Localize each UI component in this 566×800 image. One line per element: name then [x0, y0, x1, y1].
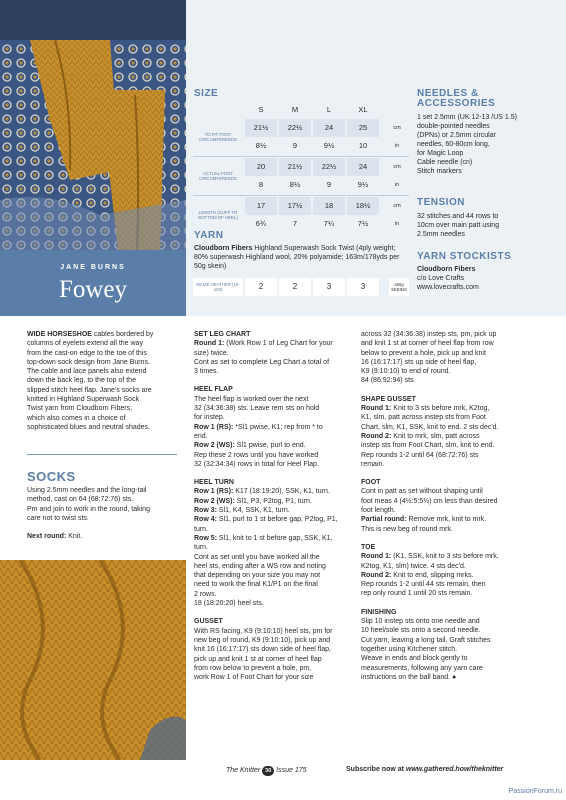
sock-illustration — [0, 0, 186, 250]
instruction-line: instep sts from Foot Chart, slm, knit to end. — [361, 442, 495, 450]
page-number: 30 — [262, 766, 274, 776]
next-round-text: Knit. — [66, 533, 83, 541]
instruction-text: Sl1 pwise, purl to end. — [234, 442, 306, 450]
instruction-line — [194, 534, 342, 543]
footer-magazine — [226, 766, 307, 776]
issue-number: Issue 175 — [276, 767, 307, 774]
size-col-m: M — [291, 105, 299, 114]
needles-section — [417, 89, 563, 176]
instruction-line: K1, slm, patt across instep sts from Foot — [361, 414, 486, 422]
socks-line: care not to twist sts. — [27, 514, 89, 522]
intro-line: The cable and lace panels also extend — [27, 368, 147, 376]
size-cell: 10 — [358, 141, 368, 150]
size-unit: cm — [393, 203, 401, 209]
instruction-label: Row 1 (RS): — [194, 488, 234, 496]
knit-detail-photo — [0, 560, 186, 760]
section-heading: SET LEG CHART — [194, 331, 251, 338]
stockist-line: c/o Love Crafts — [417, 275, 465, 282]
stockist-name: Cloudborn Fibers — [417, 266, 476, 273]
instruction-label: Row 2 (WS): — [194, 497, 235, 505]
intro-line: slipped stitch heel flap. Jane's socks are — [27, 386, 152, 394]
instruction-line: This is new beg of round mrk. — [361, 525, 453, 533]
instruction-line: across 32 (34:36:38) instep sts, pm, pick up — [361, 331, 497, 338]
size-cell: 24 — [347, 158, 379, 176]
instruction-line: Rep rounds 1-2 until 64 (68:72:76) sts — [361, 451, 479, 459]
instruction-line: K9 (9:10:10) to end of round. — [361, 368, 451, 376]
subscribe-lead: Subscribe now at — [346, 766, 406, 773]
instruction-label: Round 1: — [194, 340, 225, 348]
tension-heading: TENSION — [417, 197, 465, 208]
instruction-line: Rep rounds 1-2 until 44 sts remain, then — [361, 581, 486, 589]
instruction-text: Sl1, purl to 1 st before gap, P2tog, P1, — [216, 516, 338, 524]
size-cell: 6¾ — [255, 219, 267, 228]
instruction-line: Chart, slm, K1, SSK, knit to end. 2 sts dec'd. — [361, 423, 499, 431]
size-cell: 22½ — [313, 158, 345, 176]
size-row — [193, 197, 409, 220]
instruction-line — [194, 339, 342, 348]
instruction-line: The heel flap is worked over the next — [194, 395, 309, 403]
instruction-line: 84 (86:92:94) sts. — [361, 377, 416, 385]
yarn-qty: 2 — [245, 278, 277, 296]
section-heading: HEEL TURN — [194, 479, 234, 487]
instruction-label: Row 3: — [194, 507, 217, 515]
size-col-xl: XL — [358, 105, 368, 114]
instruction-line: 16 (16:17:17) sts up side of heel flap, — [361, 358, 477, 366]
instruction-line — [194, 506, 342, 515]
instruction-line — [361, 552, 531, 561]
size-unit: cm — [393, 164, 401, 170]
yarn-colour-label: MAIZE HEATHER (19-103) — [193, 278, 243, 296]
needles-line: 1 set 2.5mm (UK 12-13 /US 1.5) — [417, 114, 517, 121]
socks-line: Using 2.5mm needles and the long-tail — [27, 487, 147, 494]
instruction-line: and knit 1 st at corner of heel flap from row — [361, 340, 494, 348]
instruction-label: Partial round: — [361, 516, 407, 524]
size-cell: 9½ — [357, 180, 369, 189]
stockists-heading: YARN STOCKISTS — [417, 251, 512, 262]
instruction-label: Round 2: — [361, 571, 392, 579]
needles-line: (DPNs) or 2.5mm circular — [417, 132, 496, 139]
size-row-label: ACTUAL FOOT CIRCUMFERENCE — [199, 171, 237, 181]
tension-line: 10cm over main patt using — [417, 222, 500, 229]
size-cell: 7¼ — [323, 219, 335, 228]
intro-line: cables bordered by — [91, 331, 154, 338]
instruction-text: *Sl1 pwise, K1; rep from * to — [233, 423, 323, 431]
instruction-line — [361, 515, 531, 524]
subscribe-link[interactable]: www.gathered.how/theknitter — [405, 766, 504, 773]
instruction-text: Sl1, knit to 1 st before gap, SSK, K1, — [216, 534, 333, 542]
intro-line: columns of eyelets extend all the way — [27, 340, 143, 348]
tension-line: 2.5mm needles — [417, 231, 465, 238]
size-cell: 9½ — [323, 141, 335, 150]
instruction-line: foot meas 4 (4½:5:5½) cm less than desired — [361, 497, 498, 505]
size-unit: in — [394, 182, 400, 188]
size-cell: 8½ — [289, 180, 301, 189]
instruction-label: Round 2: — [361, 432, 392, 440]
instruction-line: 3 times. — [194, 368, 219, 376]
needles-line: Cable needle (cn) — [417, 159, 473, 166]
section-rule — [27, 454, 177, 455]
size-cell: 21½ — [245, 119, 277, 137]
instructions-column-3 — [361, 330, 531, 682]
size-cell: 21½ — [279, 158, 311, 176]
instruction-label: Round 1: — [361, 405, 392, 413]
size-unit: in — [394, 143, 400, 149]
tension-section — [417, 198, 563, 239]
instruction-line: need to work the final K1/P1 on the final — [194, 581, 318, 589]
yarn-quantity-row — [193, 278, 409, 296]
instruction-line: measurements, following any yarn care — [361, 664, 483, 672]
instruction-line: Weave in ends and block gently to — [361, 655, 468, 663]
instruction-line: foot length. — [361, 507, 396, 515]
instruction-text: Knit to mrk, slm, patt across — [391, 432, 480, 440]
instruction-line: Rep these 2 rows until you have worked — [194, 451, 319, 459]
size-cell: 9 — [292, 141, 298, 150]
instructions-column-2 — [194, 330, 342, 682]
sock-photo — [0, 0, 186, 250]
stockist-url: www.lovecrafts.com — [417, 284, 479, 291]
yarn-brand: Cloudborn Fibers — [194, 245, 253, 252]
section-heading: HEEL FLAP — [194, 386, 233, 394]
section-heading: FINISHING — [361, 608, 397, 616]
instruction-line: Cont as set until you have worked all the — [194, 553, 320, 561]
section-heading: GUSSET — [194, 618, 223, 626]
size-cell: 22½ — [279, 119, 311, 137]
instruction-text: Sl1, P3, P2tog, P1, turn. — [234, 497, 312, 505]
instruction-line: turn. — [194, 544, 209, 552]
instruction-text: K17 (18:19:20), SSK, K1, turn. — [233, 488, 330, 496]
socks-text — [27, 486, 182, 541]
size-col-s: S — [258, 105, 264, 114]
instruction-label: Row 5: — [194, 534, 217, 542]
size-cell: 7 — [292, 219, 298, 228]
instruction-label: Row 4: — [194, 516, 217, 524]
size-cell: 18½ — [347, 197, 379, 215]
size-col-l: L — [326, 105, 332, 114]
size-cell: 17½ — [279, 197, 311, 215]
instruction-label: Row 2 (WS): — [194, 442, 235, 450]
instruction-line: knit 16 (16:17:17) sts down side of heel flap, — [194, 646, 331, 654]
needles-line: Stitch markers — [417, 168, 462, 175]
needles-heading-text: NEEDLES & ACCESSORIES — [417, 88, 496, 109]
instruction-line: Slip 10 instep sts onto one needle and — [361, 618, 480, 626]
instruction-line: pick up and knit 1 st at corner of heel flap — [194, 655, 322, 663]
section-heading: TOE — [361, 543, 376, 551]
intro-line: knitted in Highland Superwash Sock — [27, 396, 140, 404]
instruction-line: 32 (32:34:34) rows in total for Heel Flap. — [194, 460, 319, 468]
instruction-text: Knit to end, slipping mrks. — [391, 571, 474, 579]
instruction-line: K2tog, K1, slm) twice. 4 sts dec'd. — [361, 562, 466, 570]
intro-lead: WIDE HORSESHOE — [27, 331, 92, 338]
instruction-line — [194, 441, 342, 450]
intro-line: Twist yarn from Cloudborn Fibers, — [27, 405, 133, 413]
instruction-text: Knit to 3 sts before mrk, K2tog, — [391, 405, 490, 413]
instruction-label: Round 1: — [361, 553, 392, 561]
table-divider — [193, 156, 409, 157]
instruction-line: together using Kitchener stitch. — [361, 645, 458, 653]
size-cell: 25 — [347, 119, 379, 137]
size-cell: 20 — [245, 158, 277, 176]
intro-line: down the back leg, to the top of the — [27, 377, 136, 385]
instruction-line: that depending on your size you may not — [194, 572, 321, 580]
footer-subscribe — [346, 766, 503, 773]
instruction-line: rep only round 1 until 20 sts remain. — [361, 590, 473, 598]
designer-name: JANE BURNS — [60, 264, 126, 271]
size-cell: 18 — [313, 197, 345, 215]
section-heading: SHAPE GUSSET — [361, 395, 416, 403]
instruction-line: With RS facing, K9 (9:10:10) heel sts, pm for — [194, 627, 333, 635]
instruction-text: Remove mrk, knit to mrk. — [406, 516, 487, 524]
size-row — [193, 158, 409, 181]
instruction-line: size) twice. — [194, 349, 229, 357]
instruction-line: turn. — [194, 525, 209, 533]
instruction-line: 2 rows. — [194, 590, 217, 598]
instruction-line: 10 heel/sole sts onto a second needle. — [361, 627, 481, 635]
yarn-heading: YARN — [194, 230, 224, 241]
instruction-line: 32 (34:36:38) sts. Leave rem sts on hold — [194, 405, 320, 413]
intro-line: from the cast-on edge to the toe of this — [27, 349, 147, 357]
intro-line: which also comes in a choice of — [27, 414, 126, 422]
size-row — [193, 119, 409, 142]
intro-line: top-down sock design from Jane Burns. — [27, 358, 150, 366]
instruction-line: for instep. — [194, 414, 225, 422]
size-cell: 8½ — [255, 141, 267, 150]
size-cell: 24 — [313, 119, 345, 137]
intro-line: sophisticated blues and neutral shades. — [27, 423, 150, 431]
size-cell: 8 — [258, 180, 264, 189]
yarn-description — [194, 244, 408, 271]
size-row — [193, 215, 409, 233]
size-heading: SIZE — [194, 88, 219, 99]
instruction-line: remain. — [361, 460, 385, 468]
socks-line: method, cast on 64 (68:72:76) sts. — [27, 496, 134, 504]
size-cell: 9 — [326, 180, 332, 189]
intro-column — [27, 330, 177, 432]
size-unit: in — [394, 221, 400, 227]
yarn-qty: 3 — [347, 278, 379, 296]
instruction-line: from row below to prevent a hole, pm, — [194, 664, 312, 672]
socks-line: Pm and join to work in the round, taking — [27, 505, 150, 513]
size-header-row — [193, 101, 409, 119]
instruction-line: work Row 1 of Foot Chart for your size — [194, 674, 314, 682]
size-cell: 17 — [245, 197, 277, 215]
instruction-text: Sl1, K4, SSK, K1, turn. — [216, 507, 290, 515]
table-divider — [193, 195, 409, 196]
watermark: PassionForum.ru — [508, 788, 562, 795]
stockists-section — [417, 252, 563, 292]
instruction-line: Cont as set to complete Leg Chart a total of — [194, 358, 330, 366]
size-row — [193, 176, 409, 194]
instruction-line: Cont in patt as set without shaping until — [361, 488, 483, 496]
size-row — [193, 137, 409, 155]
instruction-line — [194, 487, 342, 496]
next-round-label: Next round: — [27, 533, 67, 541]
instruction-text: (Work Row 1 of Leg Chart for your — [224, 340, 333, 348]
instruction-line — [361, 432, 531, 441]
title-panel — [0, 250, 186, 316]
size-cell: 7½ — [357, 219, 369, 228]
instruction-text: (K1, SSK, knit to 3 sts before mrk, — [391, 553, 499, 561]
size-row-label: LENGTH (CUFF TO BOTTOM OF HEEL) — [198, 210, 238, 220]
tension-line: 32 stitches and 44 rows to — [417, 213, 499, 220]
needles-heading — [417, 89, 527, 109]
instruction-label: Row 1 (RS): — [194, 423, 234, 431]
size-row-label: TO FIT FOOT CIRCUMFERENCE — [199, 132, 237, 142]
yarn-details: Highland Superwash Sock Twist (4ply weight; 80% superwash Highland wool, 20% polyamide; 163m/178yds per 50g skein) — [194, 245, 400, 270]
needles-line: double-pointed needles — [417, 123, 490, 130]
magazine-name: The Knitter — [226, 767, 261, 774]
instruction-line — [194, 515, 342, 524]
instruction-line: Cut yarn, leaving a long tail. Graft stitches — [361, 636, 491, 644]
socks-heading: SOCKS — [27, 469, 76, 484]
needles-line: for Magic Loop — [417, 150, 464, 157]
needles-line: needles, 60-80cm long, — [417, 141, 490, 148]
size-unit: cm — [393, 125, 401, 131]
pattern-title: Fowey — [58, 276, 128, 303]
instruction-line — [194, 423, 342, 432]
yarn-qty: 3 — [313, 278, 345, 296]
instruction-line: heel sts, ending after a WS row and noting — [194, 562, 326, 570]
instruction-line — [194, 497, 342, 506]
yarn-qty: 2 — [279, 278, 311, 296]
instruction-line: below to prevent a hole, pick up and knit — [361, 349, 486, 357]
instruction-line: new beg of round, K9 (9:10:10), pick up and — [194, 636, 331, 644]
yarn-unit: x50g SKEINS — [389, 278, 409, 296]
section-heading: FOOT — [361, 479, 381, 487]
instruction-line: end. — [194, 432, 208, 440]
cable-texture-illustration — [0, 560, 186, 760]
instruction-line: instructions on the ball band. ● — [361, 673, 457, 681]
instruction-line: 18 (18:20:20) heel sts. — [194, 600, 264, 608]
instruction-line — [361, 571, 531, 580]
instruction-line — [361, 404, 531, 413]
